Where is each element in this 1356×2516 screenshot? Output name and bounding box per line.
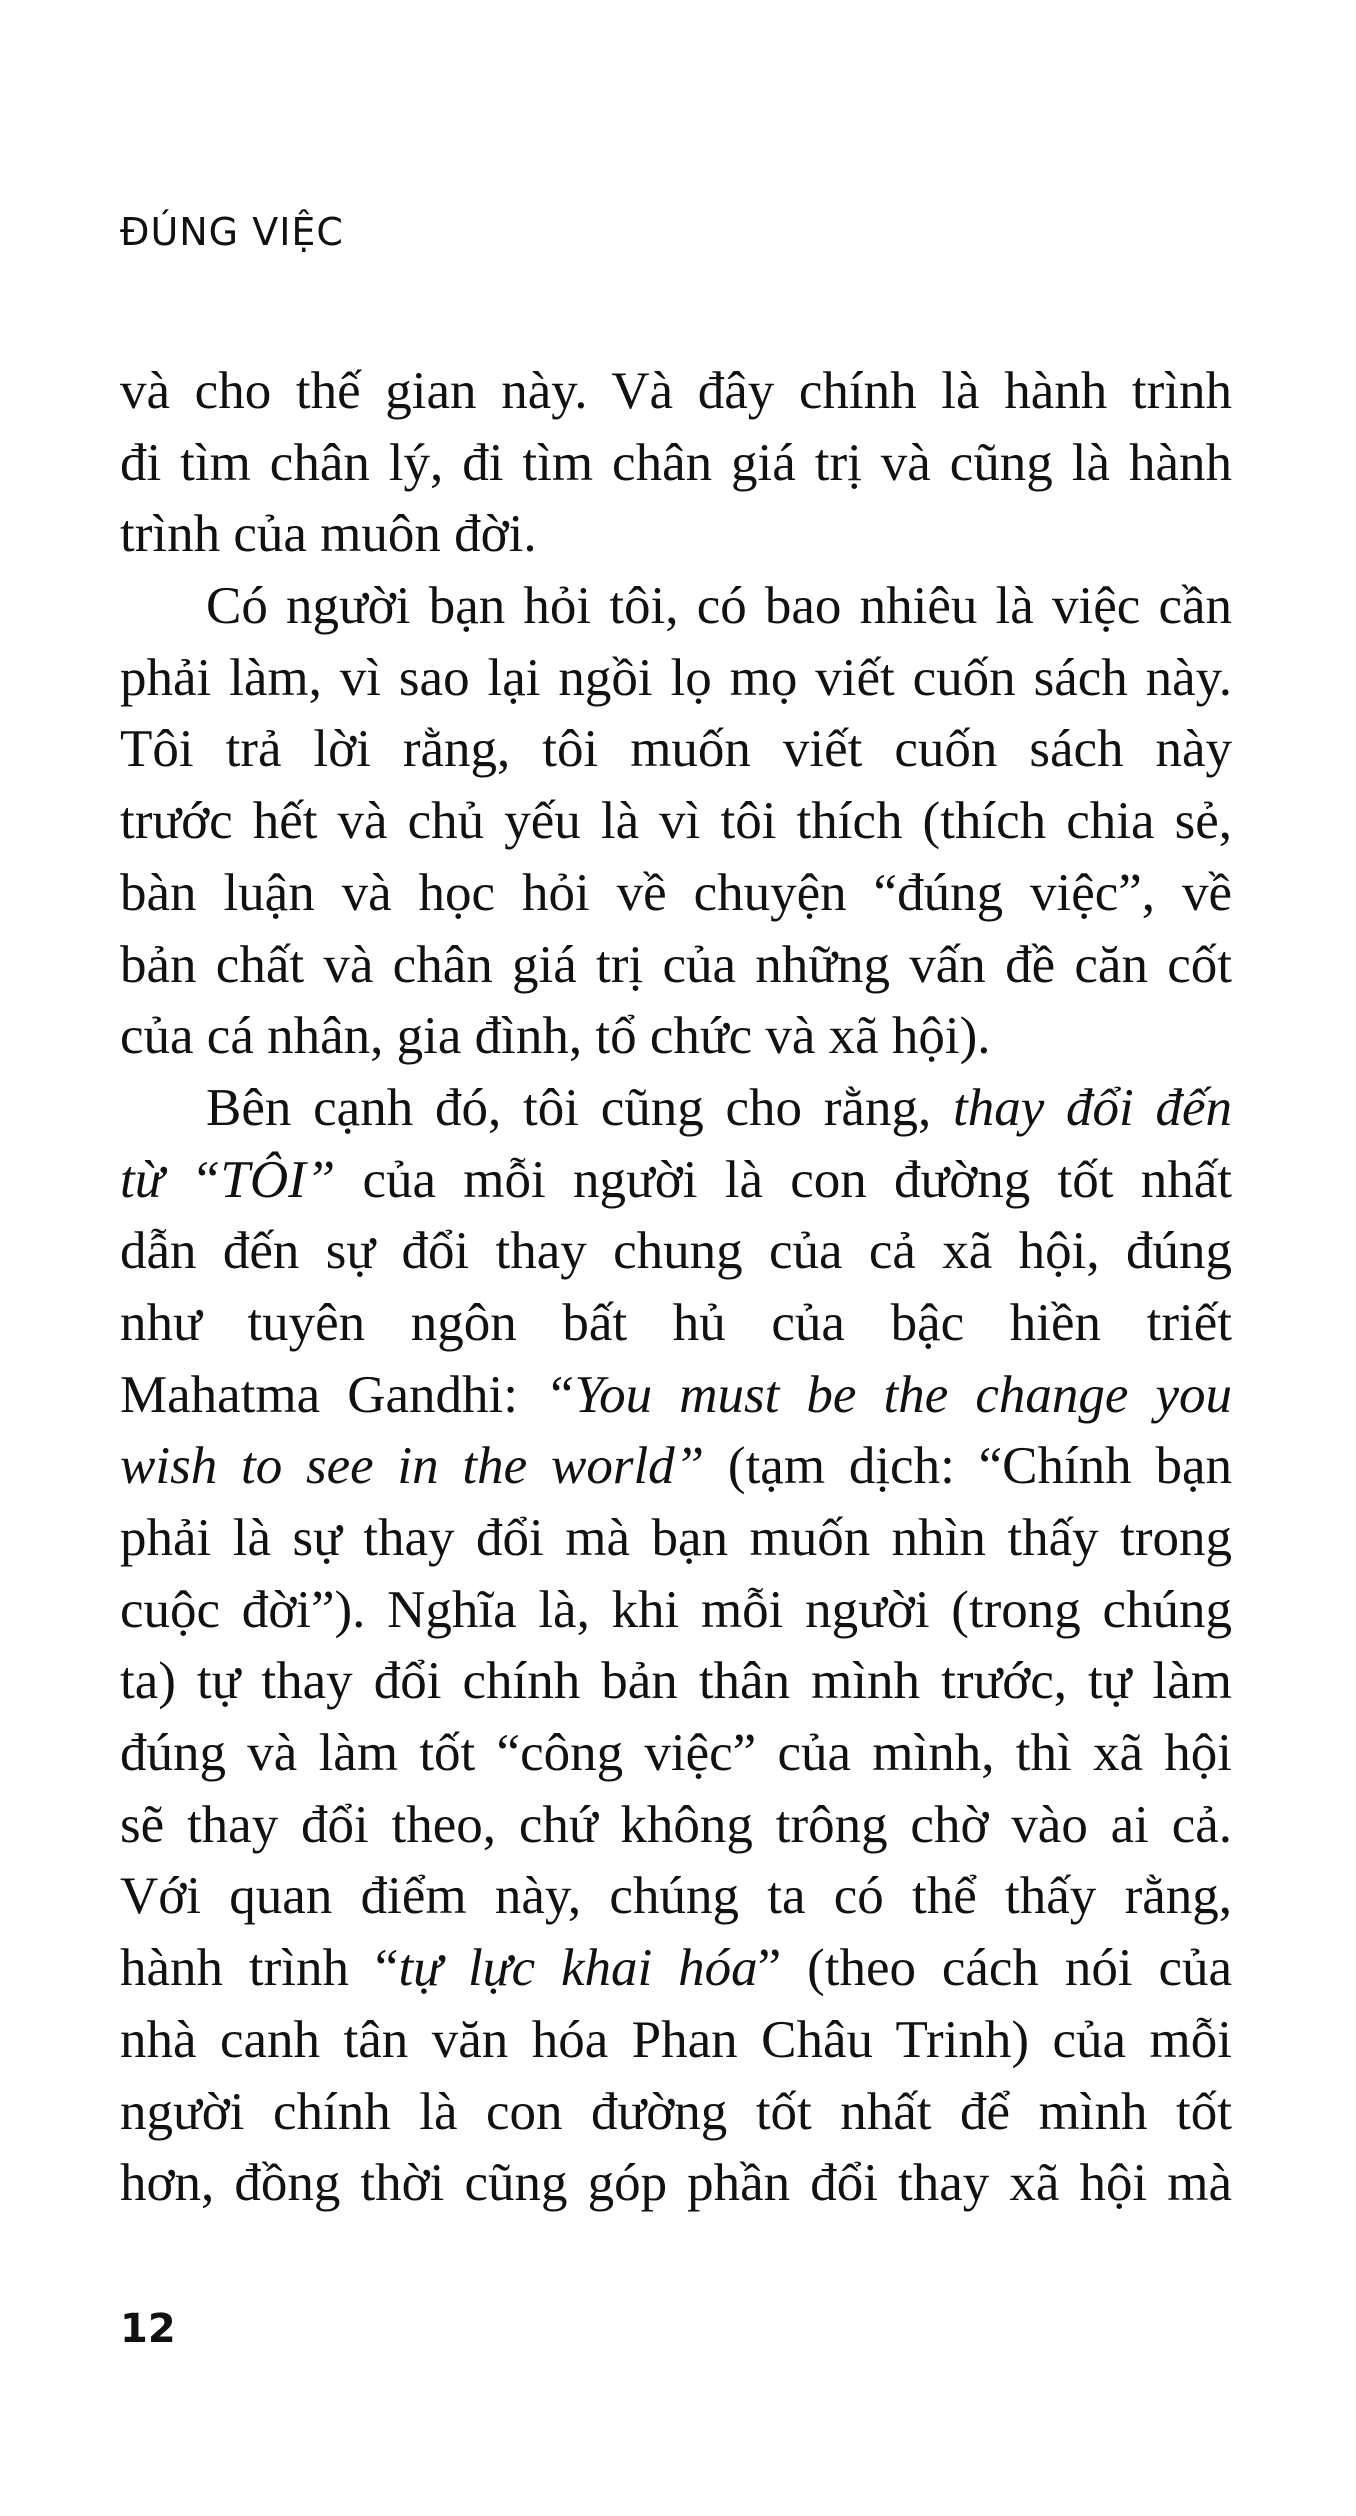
text-line: trước hết và chủ yếu là vì tôi thích (thích chia sẻ, bbox=[120, 792, 1232, 851]
text-line: phải làm, vì sao lại ngồi lọ mọ viết cuốn sách này. bbox=[120, 648, 1232, 707]
text-line: bản chất và chân giá trị của những vấn đề căn cốt bbox=[120, 935, 1232, 994]
text-line: Mahatma Gandhi: “You must be the change you bbox=[120, 1365, 1232, 1424]
text-line: sẽ thay đổi theo, chứ không trông chờ vào ai cả. bbox=[120, 1795, 1232, 1854]
text-line: Với quan điểm này, chúng ta có thể thấy rằng, bbox=[120, 1867, 1232, 1926]
text-line: Tôi trả lời rằng, tôi muốn viết cuốn sách này bbox=[120, 720, 1232, 779]
text-line: của cá nhân, gia đình, tổ chức và xã hội). bbox=[120, 1007, 991, 1066]
text-line: đi tìm chân lý, đi tìm chân giá trị và cũng là hành bbox=[120, 433, 1232, 492]
text-line: phải là sự thay đổi mà bạn muốn nhìn thấy trong bbox=[120, 1509, 1232, 1567]
text-line: hơn, đồng thời cũng góp phần đổi thay xã hội mà bbox=[120, 2154, 1232, 2213]
running-header: ĐÚNG VIỆC bbox=[120, 210, 344, 254]
text-line: dẫn đến sự đổi thay chung của cả xã hội, đúng bbox=[120, 1222, 1232, 1281]
text-line: cuộc đời”). Nghĩa là, khi mỗi người (trong chúng bbox=[120, 1580, 1232, 1639]
text-line: wish to see in the world” (tạm dịch: “Chính bạn bbox=[120, 1437, 1232, 1496]
text-line: từ “TÔI” của mỗi người là con đường tốt nhất bbox=[120, 1150, 1233, 1209]
text-line: như tuyên ngôn bất hủ của bậc hiền triết bbox=[120, 1293, 1232, 1352]
text-line: và cho thế gian này. Và đây chính là hành trình bbox=[120, 362, 1232, 420]
text-line: hành trình “tự lực khai hóa” (theo cách nói của bbox=[120, 1939, 1232, 1998]
text-line: trình của muôn đời. bbox=[120, 505, 537, 564]
text-line: nhà canh tân văn hóa Phan Châu Trinh) của mỗi bbox=[120, 2010, 1232, 2069]
paragraph-start-line: Có người bạn hỏi tôi, có bao nhiêu là việc cần bbox=[206, 577, 1232, 636]
paragraph-start-line: Bên cạnh đó, tôi cũng cho rằng, thay đổi đến bbox=[206, 1078, 1233, 1137]
text-line: đúng và làm tốt “công việc” của mình, thì xã hội bbox=[120, 1724, 1232, 1783]
text-line: ta) tự thay đổi chính bản thân mình trước, tự làm bbox=[120, 1652, 1232, 1711]
body-text bbox=[120, 356, 1232, 2220]
page-number: 12 bbox=[120, 2306, 176, 2352]
text-line: người chính là con đường tốt nhất để mình tốt bbox=[120, 2082, 1232, 2141]
text-line: bàn luận và học hỏi về chuyện “đúng việc”, về bbox=[120, 863, 1232, 922]
